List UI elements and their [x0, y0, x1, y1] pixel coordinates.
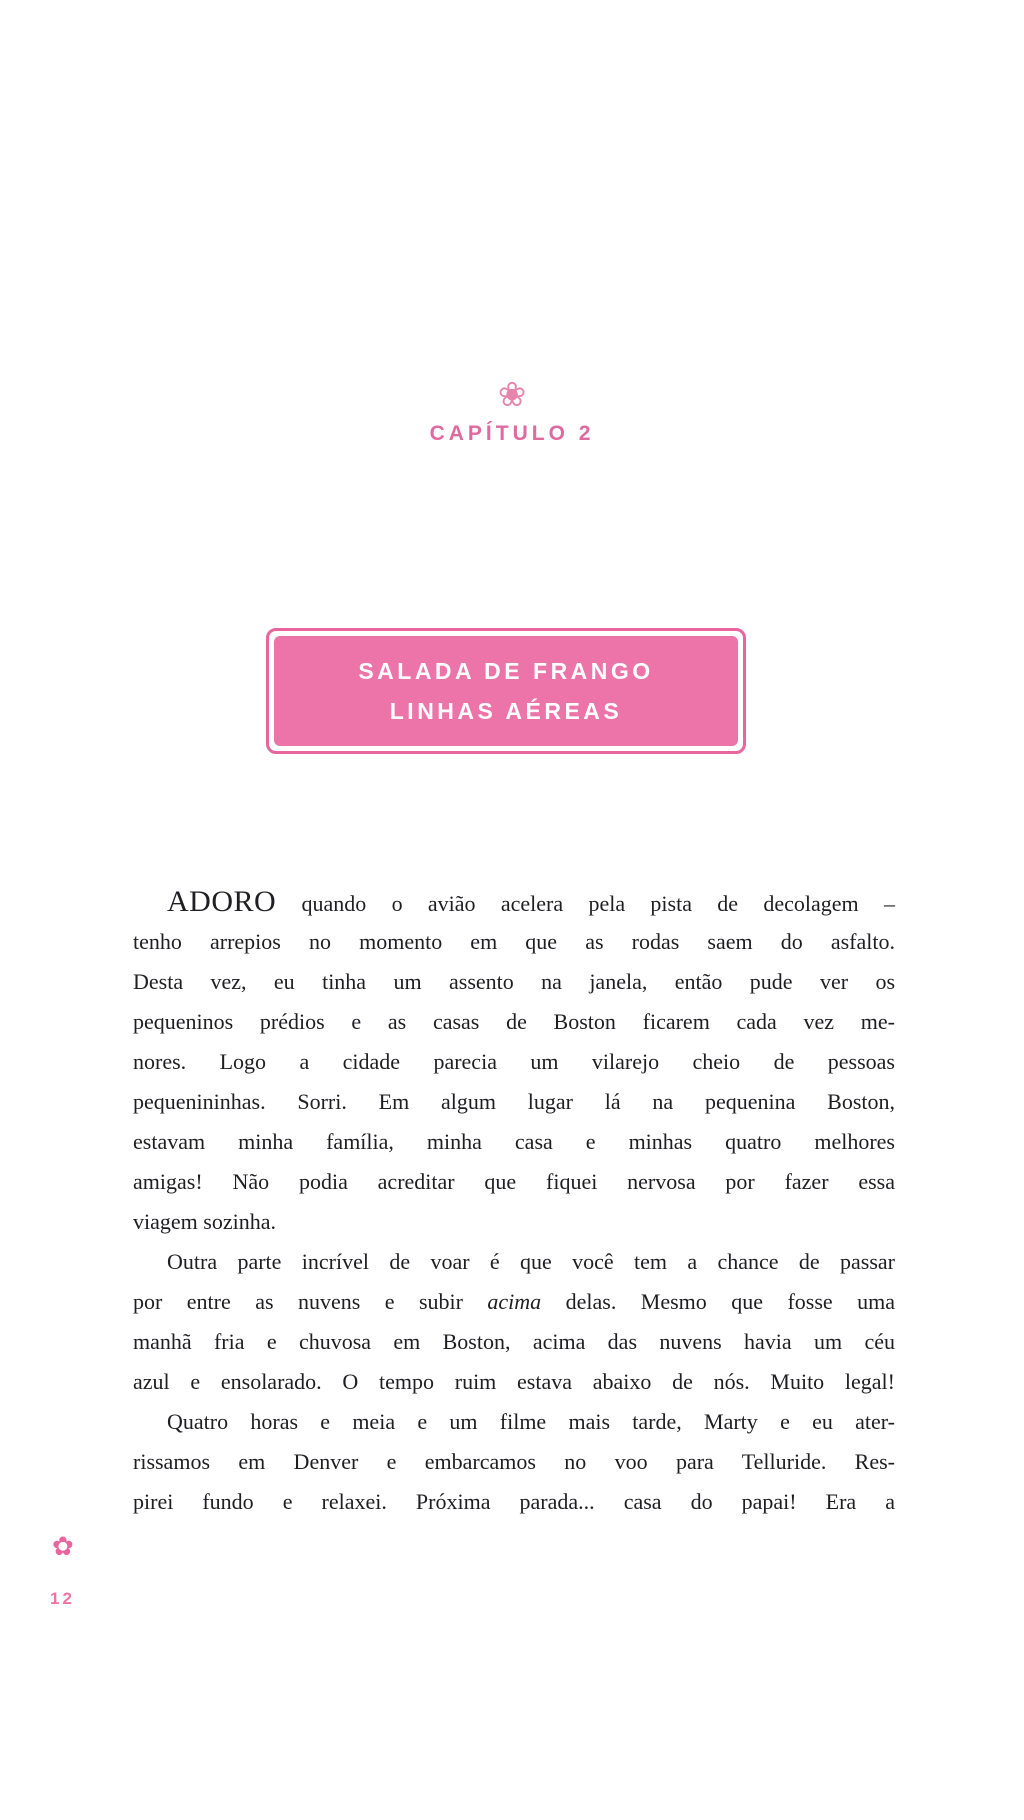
chapter-title-line2: LINHAS AÉREAS [389, 698, 623, 724]
flower-footer-icon: ✿ [52, 1532, 74, 1562]
page-number: 12 [50, 1589, 75, 1608]
body-line: tenho arrepios no momento em que as rodas saem do asfalto. [133, 929, 895, 954]
italic-word: acima [487, 1289, 542, 1314]
body-line: Quatro horas e meia e um filme mais tarde, Marty e eu ater- [167, 1409, 895, 1434]
body-line: manhã fria e chuvosa em Boston, acima das nuvens havia um céu [133, 1329, 895, 1354]
body-line: Desta vez, eu tinha um assento na janela, então pude ver os [133, 969, 895, 994]
body-line: pequeninos prédios e as casas de Boston ficarem cada vez me- [133, 1009, 895, 1034]
body-line: amigas! Não podia acreditar que fiquei nervosa por fazer essa [133, 1169, 895, 1194]
body-line: pequenininhas. Sorri. Em algum lugar lá na pequenina Boston, [133, 1089, 895, 1114]
body-line: Outra parte incrível de voar é que você tem a chance de passar [167, 1249, 895, 1274]
body-text [133, 882, 895, 1522]
flower-ornament-icon: ❀ [497, 375, 527, 415]
body-line: pirei fundo e relaxei. Próxima parada... casa do papai! Era a [133, 1489, 895, 1514]
body-line-text: quando o avião acelera pela pista de decolagem – [301, 891, 895, 916]
body-line-text: delas. Mesmo que fosse uma [541, 1289, 895, 1314]
body-line: estavam minha família, minha casa e minhas quatro melhores [133, 1129, 895, 1154]
chapter-title-line1: SALADA DE FRANGO [358, 658, 654, 684]
chapter-title-box-inner [274, 636, 738, 746]
paragraph-lead-in: ADORO [167, 885, 277, 918]
body-line-text: por entre as nuvens e subir [133, 1289, 488, 1314]
body-line: rissamos em Denver e embarcamos no voo para Telluride. Res- [133, 1449, 895, 1474]
body-line: nores. Logo a cidade parecia um vilarejo cheio de pessoas [133, 1049, 895, 1074]
chapter-title-box [266, 628, 746, 754]
body-line: azul e ensolarado. O tempo ruim estava abaixo de nós. Muito legal! [133, 1369, 895, 1394]
body-line: viagem sozinha. [133, 1209, 276, 1234]
body-line [133, 1282, 895, 1322]
chapter-heading: CAPÍTULO 2 [429, 422, 595, 445]
body-line [133, 882, 895, 922]
